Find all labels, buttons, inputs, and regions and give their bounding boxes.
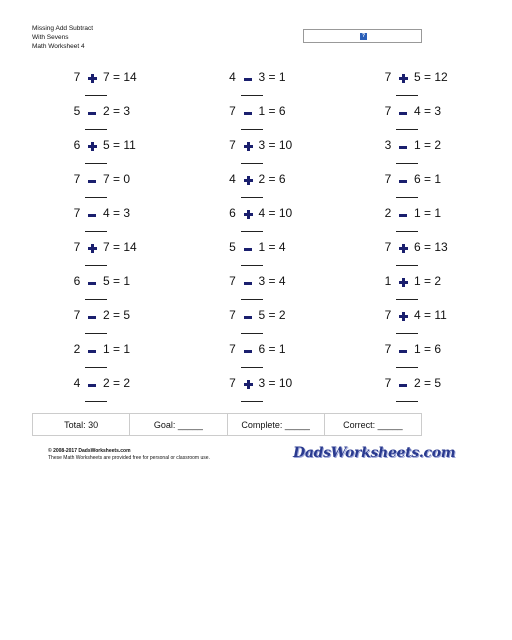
first-operand: 7 bbox=[229, 138, 236, 152]
first-operand: 2 bbox=[73, 342, 81, 356]
first-operand: 7 bbox=[229, 342, 236, 356]
header-subtitle: With Sevens bbox=[32, 34, 69, 41]
first-operand: 7 bbox=[384, 376, 392, 390]
second-operand-and-result: 4 = 11 bbox=[414, 308, 447, 322]
first-operand: 7 bbox=[384, 172, 392, 186]
problem-item bbox=[196, 200, 317, 234]
second-operand-and-result: 6 = 13 bbox=[414, 240, 448, 254]
second-operand-and-result: 1 = 2 bbox=[414, 274, 442, 288]
answer-blank[interactable] bbox=[241, 163, 263, 164]
answer-blank[interactable] bbox=[85, 129, 107, 130]
problem-item bbox=[40, 336, 161, 370]
answer-blank[interactable] bbox=[396, 95, 418, 96]
answer-blank[interactable] bbox=[85, 231, 107, 232]
problem-item bbox=[351, 200, 472, 234]
problem-item bbox=[196, 64, 317, 98]
first-operand: 7 bbox=[384, 104, 392, 118]
problem-item bbox=[351, 234, 472, 268]
first-operand: 7 bbox=[384, 342, 392, 356]
answer-blank[interactable] bbox=[85, 333, 107, 334]
problem-item bbox=[40, 234, 161, 268]
first-operand: 6 bbox=[229, 206, 236, 220]
answer-blank[interactable] bbox=[85, 299, 107, 300]
second-operand-and-result: 7 = 0 bbox=[103, 172, 131, 186]
answer-blank[interactable] bbox=[241, 95, 263, 96]
second-operand-and-result: 1 = 1 bbox=[414, 206, 442, 220]
second-operand-and-result: 1 = 6 bbox=[258, 104, 286, 118]
first-operand: 7 bbox=[73, 172, 81, 186]
problem-item bbox=[40, 370, 161, 404]
problem-item bbox=[351, 268, 472, 302]
problem-item bbox=[196, 370, 317, 404]
usage-note: These Math Worksheets are provided free for personal or classroom use. bbox=[48, 454, 210, 461]
second-operand-and-result: 2 = 5 bbox=[103, 308, 131, 322]
first-operand: 4 bbox=[229, 172, 236, 186]
first-operand: 6 bbox=[73, 138, 81, 152]
problem-item bbox=[40, 302, 161, 336]
answer-blank[interactable] bbox=[241, 231, 263, 232]
problem-item bbox=[351, 370, 472, 404]
answer-key-box[interactable] bbox=[303, 29, 422, 43]
second-operand-and-result: 4 = 3 bbox=[103, 206, 131, 220]
answer-blank[interactable] bbox=[396, 129, 418, 130]
first-operand: 7 bbox=[73, 206, 81, 220]
first-operand: 2 bbox=[384, 206, 392, 220]
problem-item bbox=[351, 336, 472, 370]
answer-blank[interactable] bbox=[241, 265, 263, 266]
second-operand-and-result: 5 = 11 bbox=[103, 138, 136, 152]
problem-item bbox=[196, 234, 317, 268]
goal-cell: Goal: _____ bbox=[130, 414, 227, 435]
problem-item bbox=[40, 200, 161, 234]
answer-blank[interactable] bbox=[396, 231, 418, 232]
second-operand-and-result: 4 = 10 bbox=[258, 206, 293, 220]
answer-blank[interactable] bbox=[396, 401, 418, 402]
score-table bbox=[32, 413, 422, 436]
problem-item bbox=[196, 166, 317, 200]
problem-item bbox=[351, 64, 472, 98]
correct-cell: Correct: _____ bbox=[343, 419, 403, 430]
first-operand: 3 bbox=[384, 138, 392, 152]
first-operand: 7 bbox=[384, 70, 392, 84]
first-operand: 4 bbox=[73, 376, 81, 390]
problem-item bbox=[351, 166, 472, 200]
second-operand-and-result: 3 = 10 bbox=[258, 138, 293, 152]
question-mark-icon[interactable]: ? bbox=[361, 33, 366, 39]
first-operand: 7 bbox=[229, 104, 236, 118]
first-operand: 6 bbox=[73, 274, 81, 288]
total-cell: Total: 30 bbox=[33, 414, 130, 435]
answer-blank[interactable] bbox=[396, 197, 418, 198]
answer-blank[interactable] bbox=[241, 367, 263, 368]
first-operand: 7 bbox=[384, 240, 392, 254]
problem-item bbox=[351, 132, 472, 166]
answer-blank[interactable] bbox=[241, 197, 263, 198]
second-operand-and-result: 2 = 5 bbox=[414, 376, 442, 390]
answer-blank[interactable] bbox=[241, 401, 263, 402]
second-operand-and-result: 1 = 4 bbox=[258, 240, 286, 254]
answer-blank[interactable] bbox=[396, 163, 418, 164]
second-operand-and-result: 2 = 2 bbox=[103, 376, 131, 390]
problem-item bbox=[40, 98, 161, 132]
problem-item bbox=[196, 336, 317, 370]
answer-blank[interactable] bbox=[85, 401, 107, 402]
problem-item bbox=[196, 268, 317, 302]
second-operand-and-result: 2 = 3 bbox=[103, 104, 131, 118]
problem-item bbox=[351, 98, 472, 132]
copyright-block bbox=[48, 448, 210, 461]
problem-item bbox=[40, 64, 161, 98]
first-operand: 7 bbox=[229, 274, 236, 288]
first-operand: 7 bbox=[229, 376, 236, 390]
header-worksheet-number: Math Worksheet 4 bbox=[32, 43, 85, 50]
answer-blank[interactable] bbox=[396, 299, 418, 300]
second-operand-and-result: 3 = 10 bbox=[258, 376, 293, 390]
answer-blank[interactable] bbox=[85, 367, 107, 368]
answer-blank[interactable] bbox=[396, 265, 418, 266]
first-operand: 7 bbox=[73, 240, 81, 254]
problem-item bbox=[40, 268, 161, 302]
second-operand-and-result: 6 = 1 bbox=[258, 342, 286, 356]
first-operand: 7 bbox=[73, 70, 81, 84]
problem-item bbox=[196, 98, 317, 132]
first-operand: 7 bbox=[384, 308, 392, 322]
second-operand-and-result: 5 = 12 bbox=[414, 70, 448, 84]
second-operand-and-result: 1 = 1 bbox=[103, 342, 131, 356]
second-operand-and-result: 1 = 2 bbox=[414, 138, 442, 152]
second-operand-and-result: 6 = 1 bbox=[414, 172, 442, 186]
copyright-line: © 2008-2017 DadsWorksheets.com bbox=[48, 448, 131, 454]
first-operand: 1 bbox=[384, 274, 392, 288]
answer-blank[interactable] bbox=[241, 299, 263, 300]
answer-blank[interactable] bbox=[241, 333, 263, 334]
answer-blank[interactable] bbox=[85, 95, 107, 96]
answer-blank[interactable] bbox=[85, 163, 107, 164]
problem-item bbox=[40, 166, 161, 200]
second-operand-and-result: 5 = 2 bbox=[258, 308, 286, 322]
second-operand-and-result: 3 = 1 bbox=[258, 70, 286, 84]
problem-grid bbox=[40, 64, 472, 404]
answer-blank[interactable] bbox=[85, 265, 107, 266]
problem-item bbox=[40, 132, 161, 166]
answer-blank[interactable] bbox=[396, 333, 418, 334]
first-operand: 7 bbox=[73, 308, 81, 322]
second-operand-and-result: 4 = 3 bbox=[414, 104, 442, 118]
second-operand-and-result: 7 = 14 bbox=[103, 70, 137, 84]
problem-item bbox=[196, 132, 317, 166]
answer-blank[interactable] bbox=[241, 129, 263, 130]
problem-item bbox=[196, 302, 317, 336]
first-operand: 4 bbox=[229, 70, 236, 84]
answer-blank[interactable] bbox=[396, 367, 418, 368]
first-operand: 5 bbox=[73, 104, 81, 118]
header-title: Missing Add Subtract bbox=[32, 25, 94, 32]
dadsworksheets-logo[interactable]: DadsWorksheets.com bbox=[293, 445, 456, 461]
second-operand-and-result: 3 = 4 bbox=[258, 274, 286, 288]
second-operand-and-result: 7 = 14 bbox=[103, 240, 137, 254]
complete-cell: Complete: _____ bbox=[228, 414, 325, 435]
answer-blank[interactable] bbox=[85, 197, 107, 198]
worksheet-header bbox=[32, 24, 93, 51]
problem-item bbox=[351, 302, 472, 336]
first-operand: 5 bbox=[229, 240, 236, 254]
first-operand: 7 bbox=[229, 308, 236, 322]
second-operand-and-result: 1 = 6 bbox=[414, 342, 442, 356]
second-operand-and-result: 2 = 6 bbox=[258, 172, 286, 186]
second-operand-and-result: 5 = 1 bbox=[103, 274, 131, 288]
